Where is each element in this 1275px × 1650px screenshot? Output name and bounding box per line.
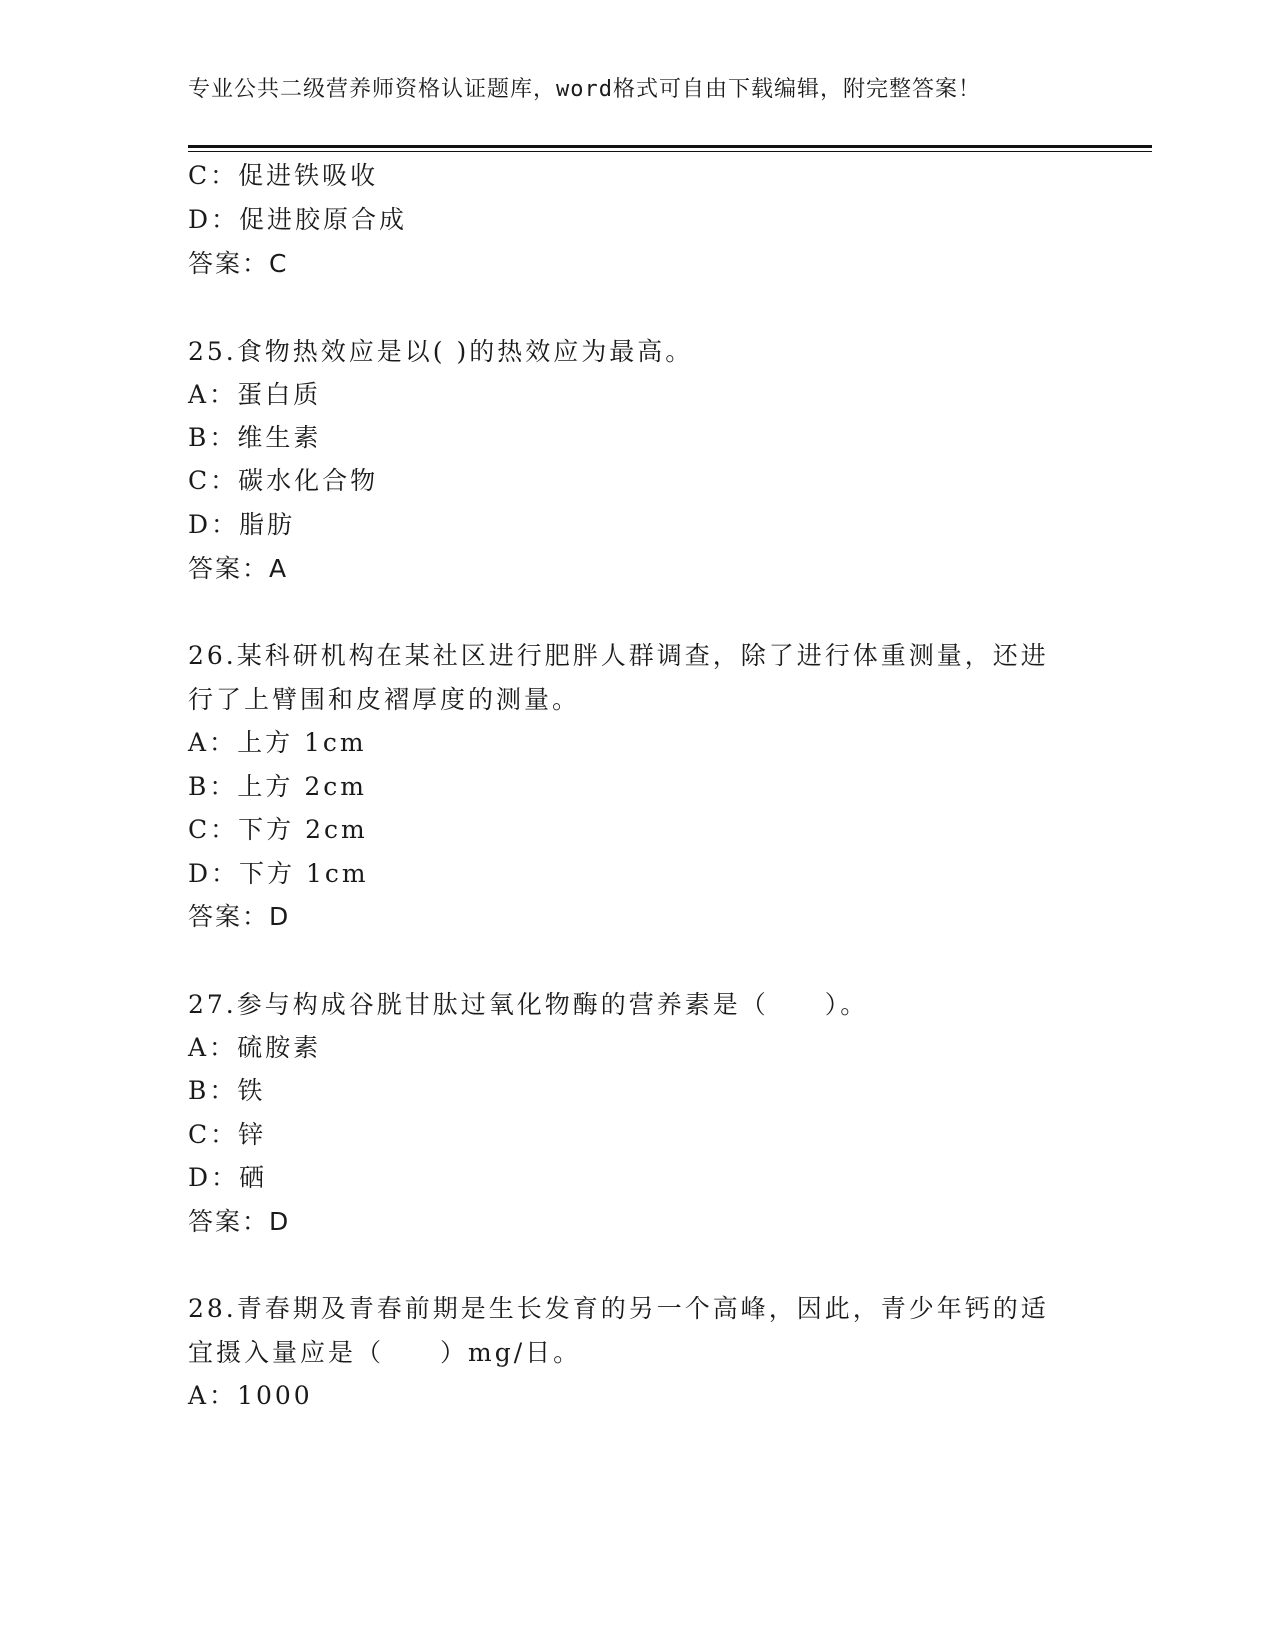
option-line bbox=[188, 810, 368, 846]
option-text: 1000 bbox=[237, 1381, 313, 1410]
option-text: 硒 bbox=[239, 1163, 268, 1192]
option-text: 蛋白质 bbox=[237, 380, 322, 409]
option-label: B： bbox=[188, 423, 238, 452]
option-label: A： bbox=[188, 728, 238, 757]
option-line bbox=[188, 156, 378, 192]
question-stem-text: 青春期及青春前期是生长发育的另一个高峰，因此，青少年钙的适 bbox=[236, 1294, 1049, 1323]
page-header: 专业公共二级营养师资格认证题库，word格式可自由下载编辑，附完整答案！ bbox=[188, 77, 981, 102]
option-label: C： bbox=[188, 815, 239, 844]
option-text: 上方 1cm bbox=[237, 728, 367, 757]
question-number: 27. bbox=[188, 990, 237, 1019]
option-text: 脂肪 bbox=[239, 510, 296, 539]
option-label: D： bbox=[188, 859, 240, 888]
header-divider-thick bbox=[188, 145, 1152, 148]
option-label: C： bbox=[188, 466, 239, 495]
option-text: 下方 1cm bbox=[239, 859, 369, 888]
question-stem-text: 食物热效应是以( )的热效应为最高。 bbox=[236, 337, 694, 366]
question-stem-text: 参与构成谷胱甘肽过氧化物酶的营养素是（ ）。 bbox=[236, 990, 869, 1019]
question-number: 25. bbox=[188, 337, 237, 366]
option-text: 维生素 bbox=[237, 423, 322, 452]
option-line bbox=[188, 854, 369, 890]
option-line bbox=[188, 200, 407, 236]
option-label: D： bbox=[188, 205, 240, 234]
option-line bbox=[188, 767, 367, 803]
option-line bbox=[188, 418, 321, 454]
option-text: 碳水化合物 bbox=[238, 466, 379, 495]
header-divider-thin bbox=[188, 151, 1152, 152]
question-stem bbox=[188, 985, 868, 1021]
question-stem-continued: 宜摄入量应是（ ）mg/日。 bbox=[188, 1338, 582, 1367]
option-label: B： bbox=[188, 1076, 238, 1105]
question-stem bbox=[188, 1289, 1049, 1325]
option-text: 锌 bbox=[238, 1120, 267, 1149]
option-label: D： bbox=[188, 1163, 240, 1192]
question-stem-continued: 行了上臂围和皮褶厚度的测量。 bbox=[188, 685, 581, 714]
option-label: C： bbox=[188, 1120, 239, 1149]
answer-line: 答案：D bbox=[188, 1207, 291, 1236]
option-line bbox=[188, 723, 367, 759]
question-stem bbox=[188, 332, 693, 368]
option-line bbox=[188, 1071, 265, 1107]
option-text: 下方 2cm bbox=[238, 815, 368, 844]
option-label: A： bbox=[188, 1381, 238, 1410]
answer-line: 答案：A bbox=[188, 554, 289, 583]
option-label: C： bbox=[188, 161, 239, 190]
question-stem-text: 某科研机构在某社区进行肥胖人群调查，除了进行体重测量，还进 bbox=[236, 641, 1049, 670]
option-label: A： bbox=[188, 380, 238, 409]
option-line bbox=[188, 505, 295, 541]
option-text: 上方 2cm bbox=[237, 772, 367, 801]
option-line bbox=[188, 1376, 313, 1412]
option-text: 硫胺素 bbox=[237, 1033, 322, 1062]
question-number: 26. bbox=[188, 641, 237, 670]
answer-line: 答案：D bbox=[188, 902, 291, 931]
option-label: A： bbox=[188, 1033, 238, 1062]
question-number: 28. bbox=[188, 1294, 237, 1323]
option-text: 铁 bbox=[237, 1076, 266, 1105]
option-label: D： bbox=[188, 510, 240, 539]
option-line bbox=[188, 461, 378, 497]
option-text: 促进胶原合成 bbox=[239, 205, 408, 234]
question-stem bbox=[188, 636, 1049, 672]
answer-line: 答案：C bbox=[188, 249, 289, 278]
option-line bbox=[188, 1115, 266, 1151]
option-line bbox=[188, 1028, 321, 1064]
option-line bbox=[188, 375, 321, 411]
option-line bbox=[188, 1158, 267, 1194]
option-label: B： bbox=[188, 772, 238, 801]
option-text: 促进铁吸收 bbox=[238, 161, 379, 190]
